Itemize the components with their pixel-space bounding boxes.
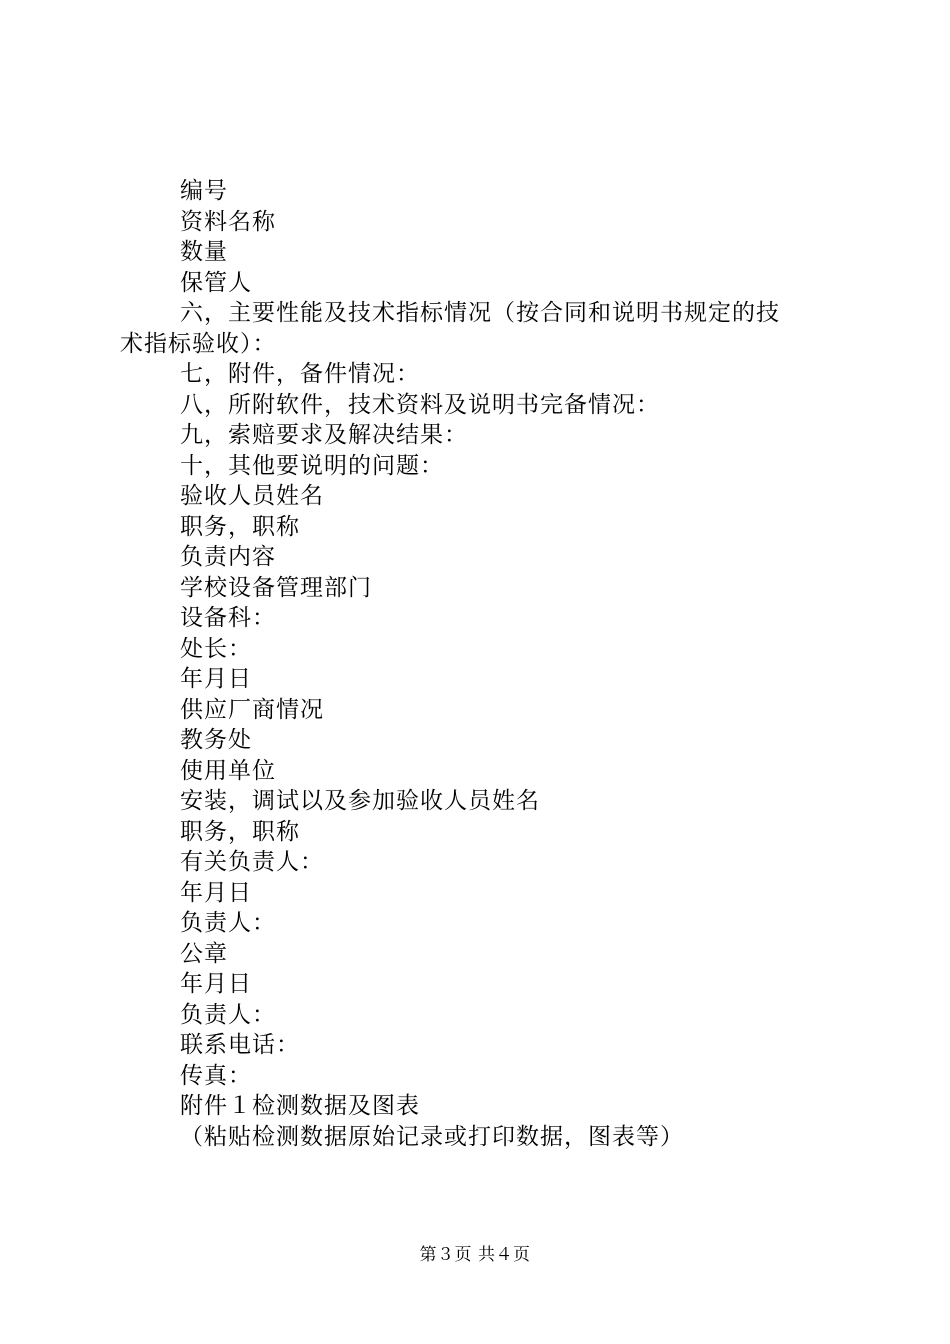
attachment-1-heading: 附件１检测数据及图表 [180,1093,420,1119]
document-body [120,176,840,1152]
field-label-fax: 传真： [180,1062,252,1089]
field-label-custodian: 保管人 [180,269,252,296]
section-7-heading: 七，附件，备件情况： [180,361,420,387]
field-label-position-title: 职务，职称 [180,513,300,540]
field-label-position-title-2: 职务，职称 [180,818,300,845]
field-label-official-seal: 公章 [180,940,228,967]
field-label-material-name: 资料名称 [180,208,276,235]
section-10-heading: 十，其他要说明的问题： [180,452,444,479]
attachment-1-instructions: （粘贴检测数据原始记录或打印数据，图表等） [180,1123,684,1150]
field-label-supplier-info: 供应厂商情况 [180,696,324,723]
section-9-heading: 九，索赔要求及解决结果： [180,422,468,448]
field-label-equipment-section: 设备科： [180,605,276,631]
page-footer: 第３页 共４页 [419,1245,531,1265]
field-label-academic-affairs: 教务处 [180,727,252,753]
field-label-inspector-name: 验收人员姓名 [180,483,324,509]
field-label-date-3: 年月日 [180,971,252,997]
section-8-heading: 八，所附软件，技术资料及说明书完备情况： [180,391,660,418]
field-label-phone: 联系电话： [180,1032,300,1058]
field-label-date-2: 年月日 [180,879,252,906]
field-label-user-unit: 使用单位 [180,757,276,784]
field-label-person-in-charge-related: 有关负责人： [180,849,324,875]
section-6-heading: 六，主要性能及技术指标情况（按合同和说明书规定的技 [180,300,780,326]
field-label-person-in-charge: 负责人： [180,910,276,936]
field-label-number: 编号 [180,178,228,204]
field-label-person-in-charge-2: 负责人： [180,1001,276,1028]
field-label-date: 年月日 [180,666,252,692]
field-label-quantity: 数量 [180,239,228,265]
field-label-responsibility: 负责内容 [180,544,276,570]
field-label-installer-names: 安装，调试以及参加验收人员姓名 [180,788,540,814]
section-6-heading-continued: 术指标验收）： [120,330,277,357]
field-label-equipment-dept: 学校设备管理部门 [180,574,372,601]
field-label-director: 处长： [180,635,252,662]
